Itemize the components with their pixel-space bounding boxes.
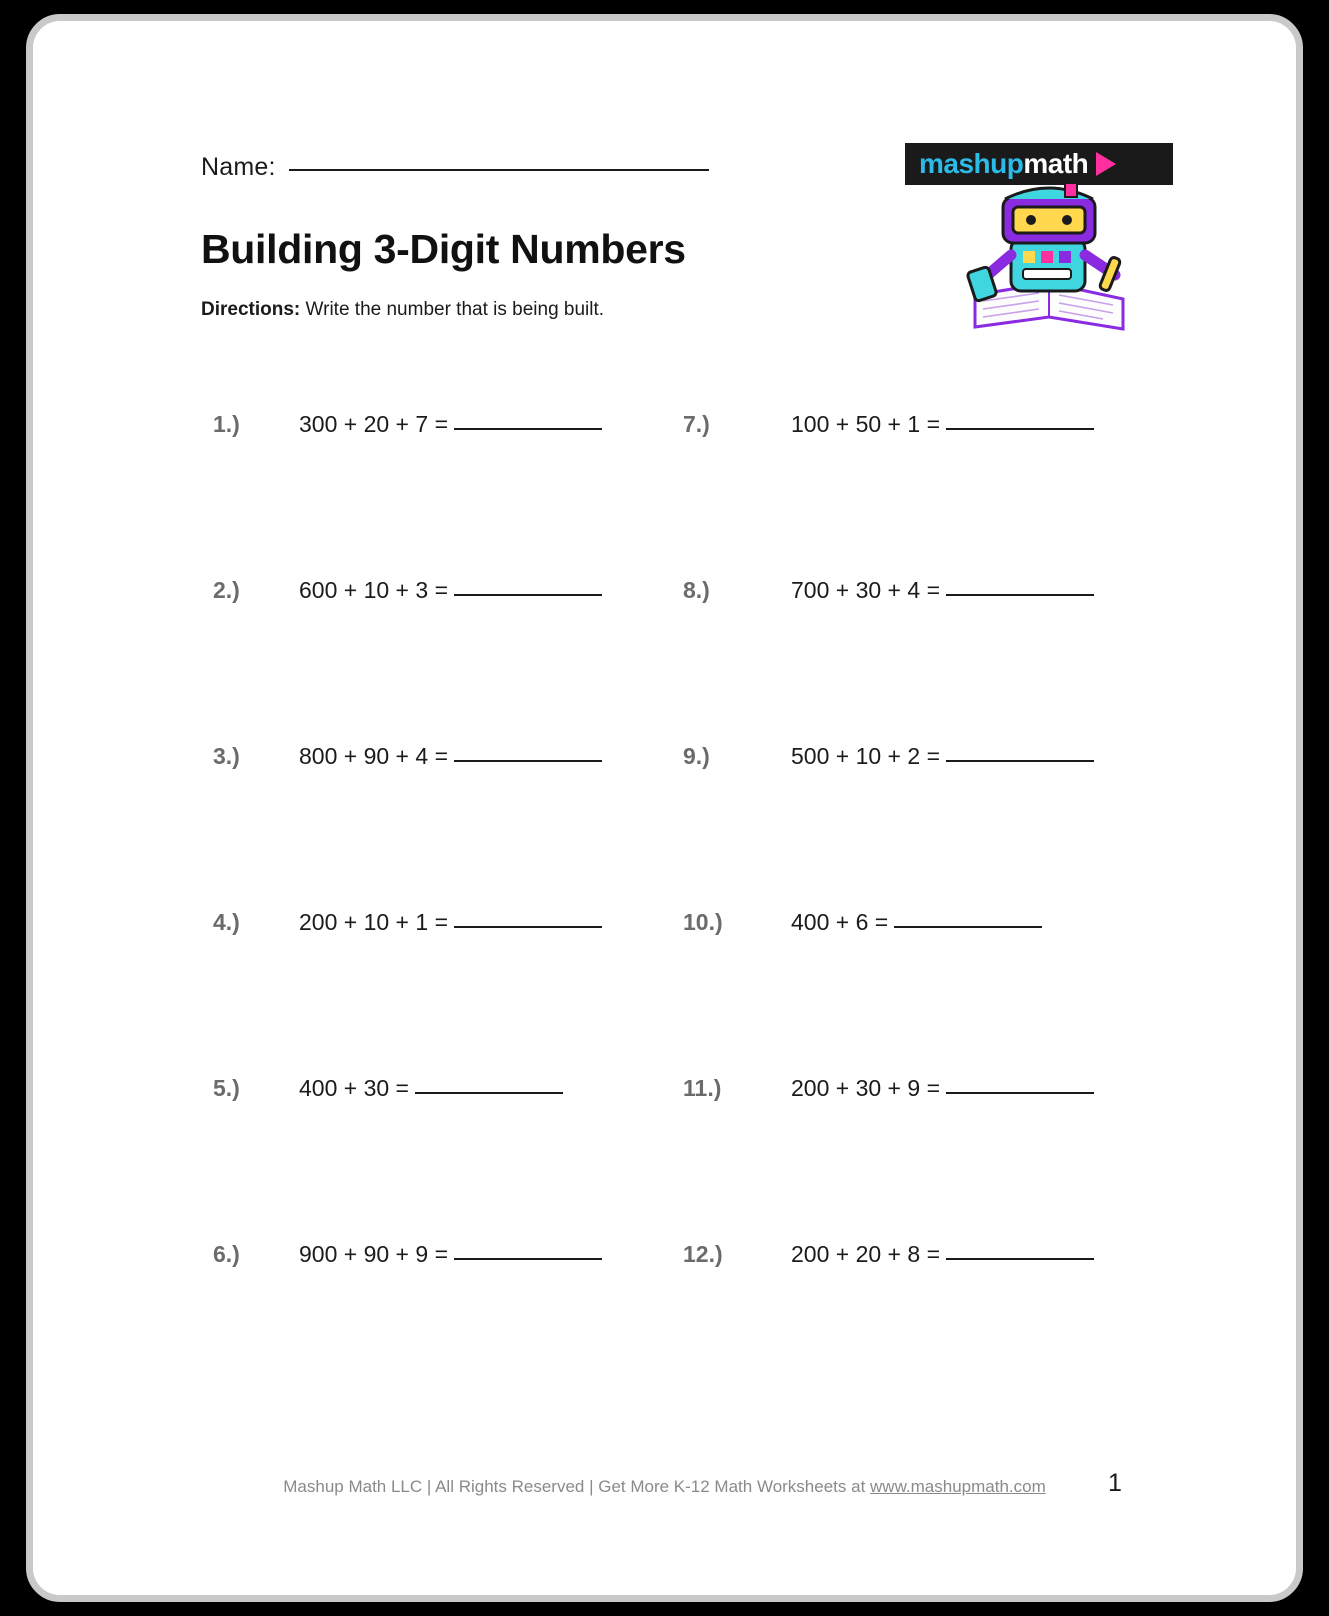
problem-number: 7.) [683,411,710,437]
logo-text-mash: mashup [919,148,1024,179]
play-triangle-icon [1096,152,1116,176]
problem-number: 5.) [213,1075,240,1101]
directions-text: Write the number that is being built. [305,299,605,320]
problem-expression: 200 + 10 + 1 = [299,909,448,935]
answer-blank[interactable] [946,760,1094,762]
problem-item [213,1229,673,1395]
problem-expression: 700 + 30 + 4 = [791,577,940,603]
problem-expression: 100 + 50 + 1 = [791,411,940,437]
problem-expression: 200 + 20 + 8 = [791,1241,940,1267]
answer-blank[interactable] [946,594,1094,596]
page-title: Building 3-Digit Numbers [201,226,686,272]
problem-number: 3.) [213,743,240,769]
problem-number: 1.) [213,411,240,437]
problem-body [299,1075,563,1102]
footer-text: Mashup Math LLC | All Rights Reserved | Get More K-12 Math Worksheets at [283,1477,871,1496]
problem-body [791,909,1042,936]
answer-blank[interactable] [454,1258,602,1260]
problem-expression: 800 + 90 + 4 = [299,743,448,769]
problems-column-right [683,399,1153,1395]
name-input-line[interactable] [289,169,709,171]
footer-link[interactable]: www.mashupmath.com [870,1477,1046,1496]
answer-blank[interactable] [946,1258,1094,1260]
problem-body [299,1241,602,1268]
directions [201,299,604,321]
problem-item [213,399,673,565]
worksheet-page-frame [26,14,1303,1602]
footer [33,1477,1296,1497]
problem-item [683,1063,1153,1229]
answer-blank[interactable] [946,1092,1094,1094]
problem-expression: 300 + 20 + 7 = [299,411,448,437]
problem-expression: 900 + 90 + 9 = [299,1241,448,1267]
problem-item [213,897,673,1063]
problem-number: 2.) [213,577,240,603]
problem-body [791,411,1094,438]
problem-item [213,1063,673,1229]
problem-number: 8.) [683,577,710,603]
problem-expression: 200 + 30 + 9 = [791,1075,940,1101]
problem-body [299,411,602,438]
problem-item [213,731,673,897]
problem-body [299,577,602,604]
answer-blank[interactable] [894,926,1042,928]
problem-expression: 400 + 30 = [299,1075,409,1101]
problem-body [791,1241,1094,1268]
directions-label: Directions: [201,299,301,320]
problem-number: 10.) [683,909,723,935]
problem-item [683,1229,1153,1395]
problem-body [299,909,602,936]
problem-body [791,1075,1094,1102]
problem-expression: 500 + 10 + 2 = [791,743,940,769]
logo-text-math: math [1023,148,1089,179]
answer-blank[interactable] [454,594,602,596]
problem-item [683,565,1153,731]
problem-item [683,731,1153,897]
problems-column-left [213,399,673,1395]
answer-blank[interactable] [454,760,602,762]
robot-mascot-illustration [953,183,1143,343]
mashup-math-logo [905,143,1173,185]
problem-expression: 600 + 10 + 3 = [299,577,448,603]
problem-number: 12.) [683,1241,723,1267]
problem-number: 4.) [213,909,240,935]
problem-body [299,743,602,770]
problem-body [791,743,1094,770]
worksheet-sheet [33,21,1296,1595]
problem-item [683,399,1153,565]
problem-body [791,577,1094,604]
answer-blank[interactable] [454,428,602,430]
problem-number: 9.) [683,743,710,769]
answer-blank[interactable] [415,1092,563,1094]
answer-blank[interactable] [454,926,602,928]
name-label: Name: [201,153,276,181]
page-number: 1 [1108,1469,1122,1497]
problem-number: 6.) [213,1241,240,1267]
problem-number: 11.) [683,1075,722,1101]
problem-item [683,897,1153,1063]
problem-expression: 400 + 6 = [791,909,889,935]
answer-blank[interactable] [946,428,1094,430]
problem-item [213,565,673,731]
name-field-row [201,153,709,182]
